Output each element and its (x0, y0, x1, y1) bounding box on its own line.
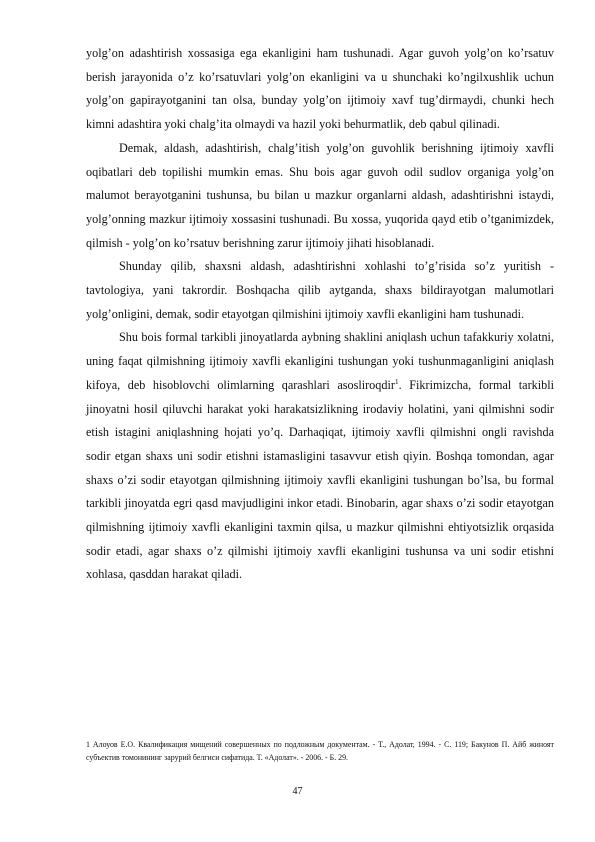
paragraph-4 (86, 326, 554, 587)
footnote-reference: 1 (394, 376, 399, 386)
paragraph-2: Demak, aldash, adashtirish, chalg’itish yolg’on guvohlik berishning ijtimoiy xavfli oqibatlari deb topilishi mumkin emas. Shu bois agar guvoh odil sudlov organiga yolg’on malumot berayotganini tushunsa, bu bilan u mazkur organlarni aldash, adashtirishni istaydi, yolg’onning mazkur ijtimoiy xossasini tushunadi. Bu xossa, yuqorida qayd etib o’tganimizdek, qilmish - yolg’on ko’rsatuv berishning zarur ijtimoiy jihati hisoblanadi. (86, 140, 554, 250)
paragraph-3: Shunday qilib, shaxsni aldash, adashtirishni xohlashi to’g’risida so’z yuritish - tavtologiya, yani takrordir. Boshqacha qilib aytganda, shaxs bildirayotgan malumotlari yolg’onligini, demak, sodir etayotgan qilmishini ijtimoiy xavfli ekanligini ham tushunadi. (86, 259, 554, 321)
main-text (86, 42, 554, 587)
paragraph-1: yolg’on adashtirish xossasiga ega ekanligini ham tushunadi. Agar guvoh yolg’on ko’rsatuv berish jarayonida o’z ko’rsatuvlari yolg’on ekanligini va u shunchaki ko’ngilxushlik uchun yolg’on gapirayotganini tan olsa, bunday yolg’on ijtimoiy xavf tug’dirmaydi, chunki hech kimni adashtira yoki chalg’ita olmaydi va hazil yoki behurmatlik, deb qabul qilinadi. (86, 46, 554, 132)
paragraph-4-start: Shu bois formal tarkibli jinoyatlarda aybning shaklini aniqlash uchun tafakkuriy xolatni, uning faqat qilmishning ijtimoiy xavfli ekanligini tushungan yoki tushunmaganligini aniqlash kifoya, deb hisoblovchi olimlarning qarashlari asosliroqdir (86, 330, 554, 392)
paragraph-4-rest: . Fikrimizcha, formal tarkibli jinoyatni hosil qiluvchi harakat yoki harakatsizlikning irodaviy holatini, yani qilmishni sodir etish istagini aniqlashning hojati yo’q. Darhaqiqat, ijtimoiy xavfli qilmishni ongli ravishda sodir etgan shaxs uni sodir etishni istamasligini tasavvur etish qiyin. Boshqa tomondan, agar shaxs o’zi sodir etayotgan qilmishning ijtimoiy xavfli ekanligini tushungan bo’lsa, bu formal tarkibli jinoyatda egri qasd mavjudligini inkor etadi. Binobarin, agar shaxs o’zi sodir etayotgan qilmishning ijtimoiy xavfli ekanligini taxmin qilsa, u mazkur qilmishni ehtiyotsizlik orqasida sodir etadi, agar shaxs o’z qilmishi ijtimoiy xavfli ekanligini tushunsa va uni sodir etishni xohlasa, qasddan harakat qiladi. (86, 377, 554, 582)
footnote: 1 Алоуов Е.О. Квалификация мищений совершенных по подложным документам. - Т., Адолат, 1994. - С. 119; Бакунов П. Айб жиноят субъектив томонининг зарурий белгиси сифатида. Т. «Адолат». - 2006. - Б. 29. (86, 740, 554, 762)
page-number: 47 (292, 786, 303, 797)
